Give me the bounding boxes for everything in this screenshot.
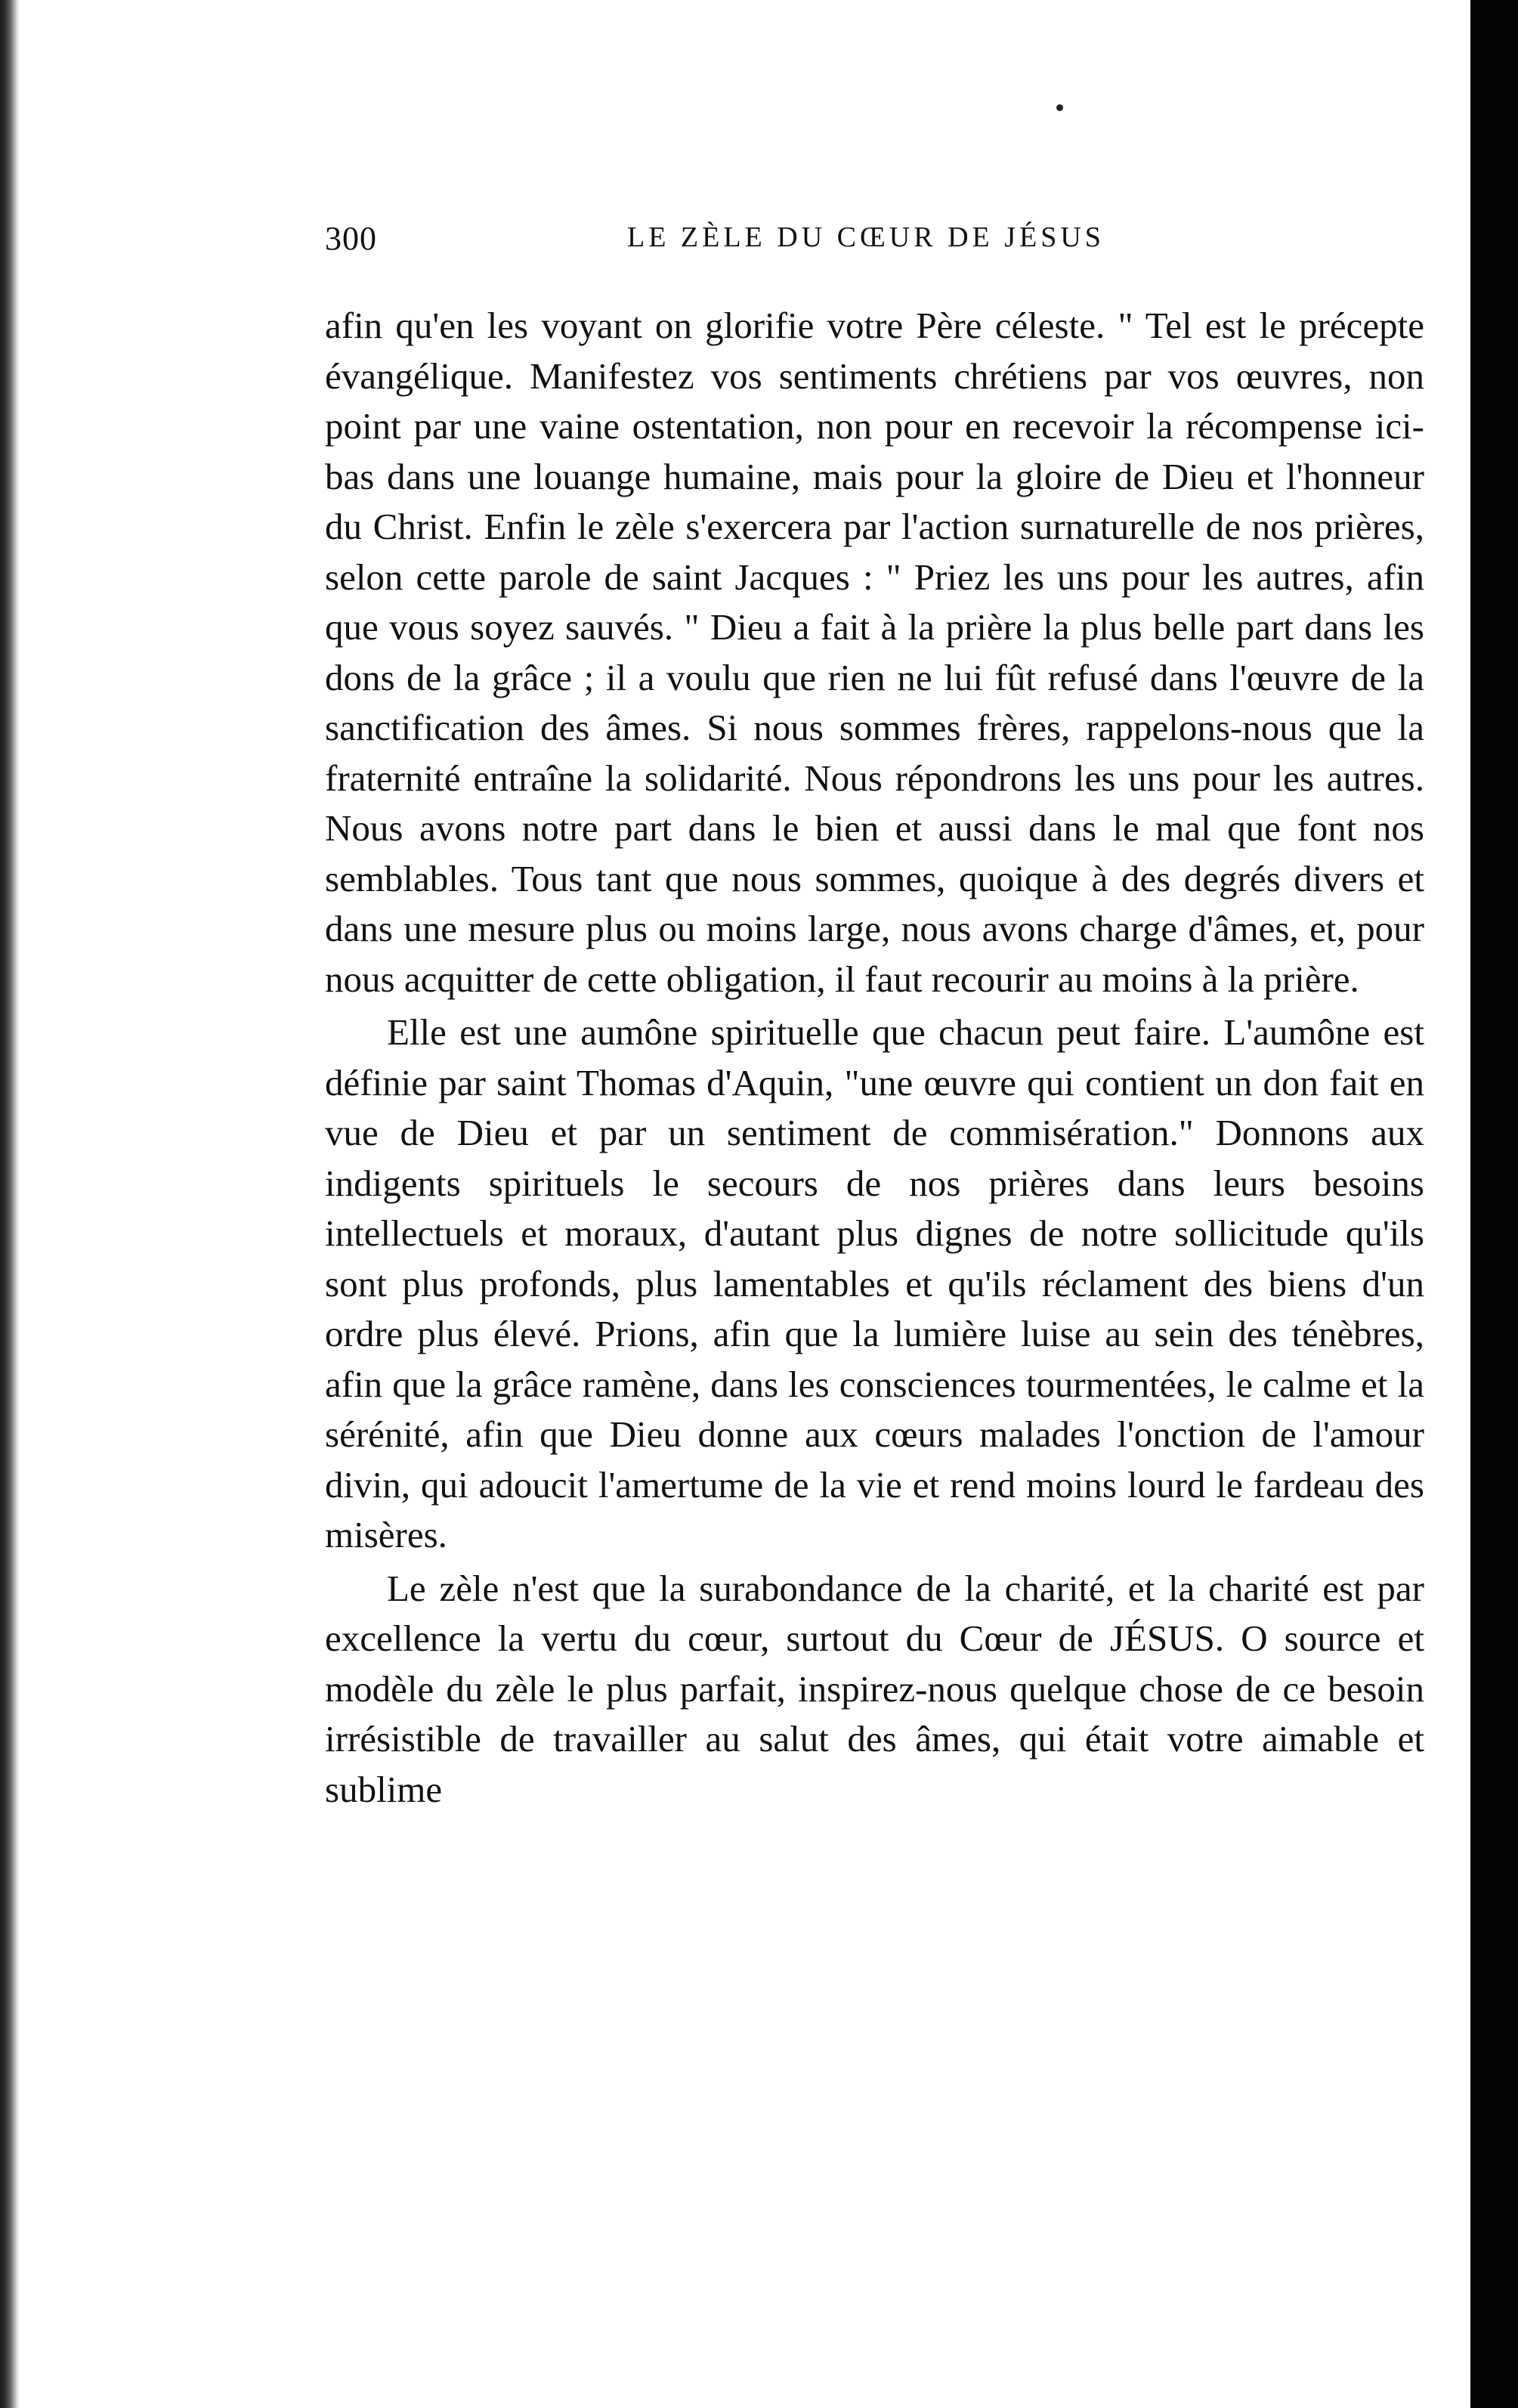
- book-page: [325, 219, 1424, 1815]
- paragraph-1: afin qu'en les voyant on glorifie votre Père céleste. " Tel est le précepte évangélique. Manifestez vos sentiments chrétiens par vos œuvres, non point par une vaine ostentation, non pour en recevoir la récompense ici-bas dans une louange humaine, mais pour la gloire de Dieu et l'honneur du Christ. Enfin le zèle s'exercera par l'action surnaturelle de nos prières, selon cette parole de saint Jacques : " Priez les uns pour les autres, afin que vous soyez sauvés. " Dieu a fait à la prière la plus belle part dans les dons de la grâce ; il a voulu que rien ne lui fût refusé dans l'œuvre de la sanctification des âmes. Si nous sommes frères, rappelons-nous que la fraternité entraîne la solidarité. Nous répondrons les uns pour les autres. Nous avons notre part dans le bien et aussi dans le mal que font nos semblables. Tous tant que nous sommes, quoique à des degrés divers et dans une mesure plus ou moins large, nous avons charge d'âmes, et, pour nous acquitter de cette obligation, il faut recourir au moins à la prière.: [325, 305, 1424, 1000]
- scan-left-edge: [0, 0, 20, 2408]
- paragraph-3: Le zèle n'est que la surabondance de la charité, et la charité est par excellence la vertu du cœur, surtout du Cœur de JÉSUS. O source et modèle du zèle le plus parfait, inspirez-nous quelque chose de ce besoin irrésistible de travailler au salut des âmes, qui était votre aimable et sublime: [325, 1567, 1424, 1810]
- page-number: 300: [325, 220, 377, 257]
- running-title: LE ZÈLE DU CŒUR DE JÉSUS: [627, 221, 1105, 253]
- scan-right-border: [1470, 0, 1518, 2408]
- paragraph-2: Elle est une aumône spirituelle que chacun peut faire. L'aumône est définie par saint Thomas d'Aquin, "une œuvre qui contient un don fait en vue de Dieu et par un sentiment de commisération." Donnons aux indigents spirituels le secours de nos prières dans leurs besoins intellectuels et moraux, d'autant plus dignes de notre sollicitude qu'ils sont plus profonds, plus lamentables et qu'ils réclament des biens d'un ordre plus élevé. Prions, afin que la lumière luise au sein des ténèbres, afin que la grâce ramène, dans les consciences tourmentées, le calme et la sérénité, afin que Dieu donne aux cœurs malades l'onction de l'amour divin, qui adoucit l'amertume de la vie et rend moins lourd le fardeau des misères.: [325, 1011, 1424, 1555]
- scan-speck: [1056, 104, 1063, 111]
- body-text: [325, 301, 1424, 1815]
- running-head: [325, 219, 1424, 265]
